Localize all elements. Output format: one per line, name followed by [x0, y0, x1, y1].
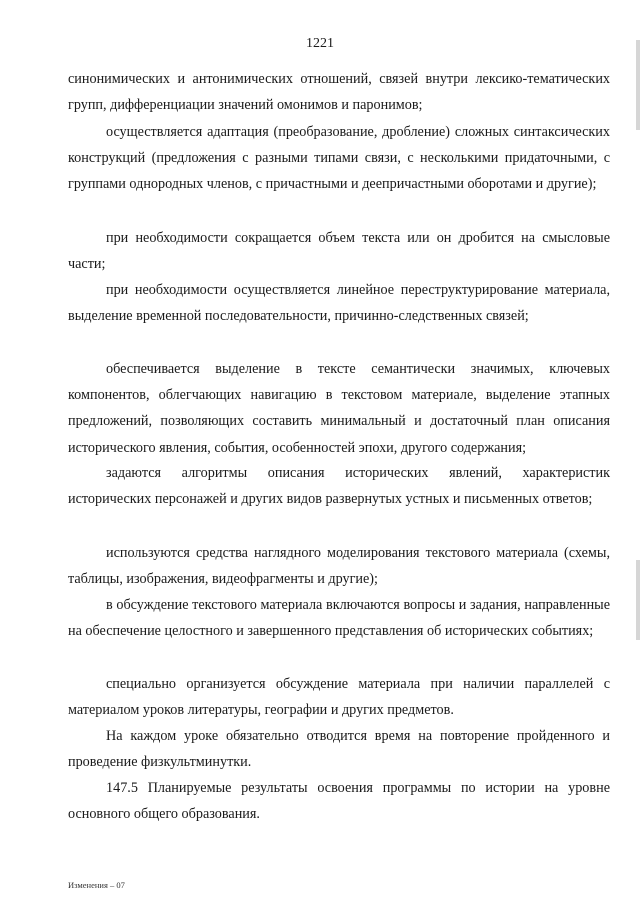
paragraph-9: специально организуется обсуждение материала при наличии параллелей с материалом уроков литературы, географии и других предметов. [68, 676, 610, 719]
paragraph-8: в обсуждение текстового материала включаются вопросы и задания, направленные на обеспечение целостного и завершенного представления об исторических событиях; [68, 597, 610, 640]
paragraph-6: задаются алгоритмы описания исторических явлений, характеристик исторических персонажей и других видов развернутых устных и письменных ответов; [68, 465, 610, 508]
page-number: 1221 [306, 36, 334, 51]
paragraph-10: На каждом уроке обязательно отводится время на повторение пройденного и проведение физкультминутки. [68, 728, 610, 771]
paragraph-4: при необходимости осуществляется линейное переструктурирование материала, выделение временной последовательности, причинно-следственных связей; [68, 282, 610, 325]
paragraph-7: используются средства наглядного моделирования текстового материала (схемы, таблицы, изображения, видеофрагменты и другие); [68, 545, 610, 588]
paragraph-11: 147.5 Планируемые результаты освоения программы по истории на уровне основного общего образования. [68, 780, 610, 823]
paragraph-5: обеспечивается выделение в тексте семантически значимых, ключевых компонентов, облегчающих навигацию в текстовом материале, выделение этапных предложений, позволяющих составить минимальный и достаточный план описания исторического явления, события, особенностей эпохи, другого содержания; [68, 361, 610, 456]
paragraph-1: синонимических и антонимических отношений, связей внутри лексико-тематических групп, дифференциации значений омонимов и паронимов; [68, 71, 610, 114]
scan-edge-mark [636, 560, 640, 640]
footer-revision-note: Изменения – 07 [68, 880, 125, 890]
paragraph-3: при необходимости сокращается объем текста или он дробится на смысловые части; [68, 230, 610, 273]
paragraph-2: осуществляется адаптация (преобразование, дробление) сложных синтаксических конструкций (предложения с разными типами связи, с несколькими придаточными, с группами однородных членов, с причастными и деепричастными оборотами и другие); [68, 124, 610, 193]
scan-edge-mark [636, 40, 640, 130]
